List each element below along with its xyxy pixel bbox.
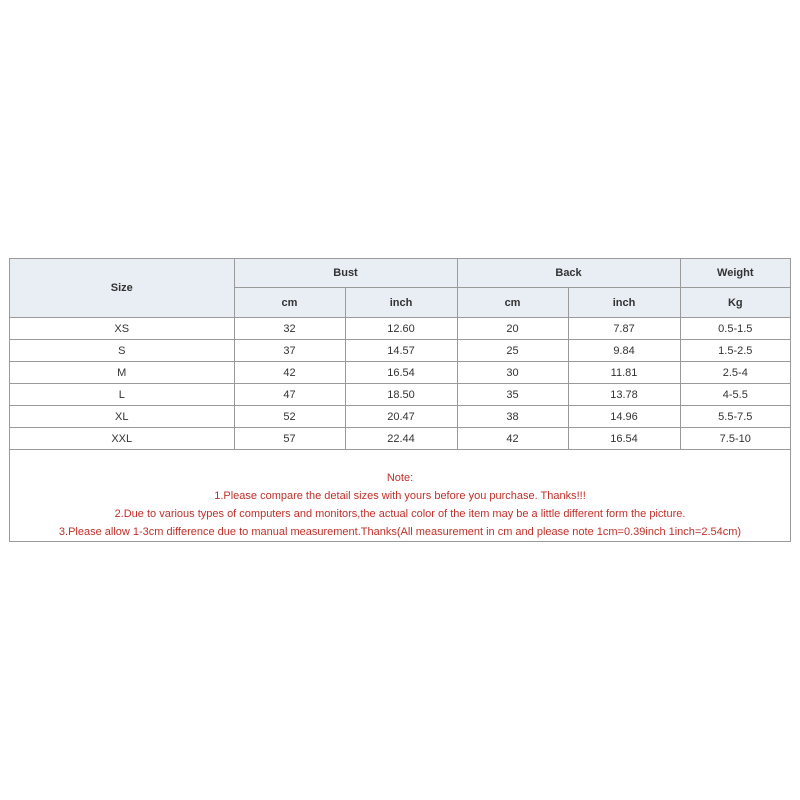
cell-weight: 0.5-1.5 xyxy=(680,318,790,340)
cell-weight: 4-5.5 xyxy=(680,384,790,406)
table-row xyxy=(10,318,790,340)
cell-bust-cm: 57 xyxy=(234,428,345,450)
notes-section xyxy=(10,469,790,541)
cell-weight: 7.5-10 xyxy=(680,428,790,450)
cell-back-cm: 38 xyxy=(457,406,568,428)
cell-size: S xyxy=(10,340,234,362)
header-bust: Bust xyxy=(234,259,457,288)
header-bust-cm: cm xyxy=(234,288,345,318)
header-back: Back xyxy=(457,259,680,288)
cell-size: L xyxy=(10,384,234,406)
size-chart xyxy=(9,258,791,542)
cell-bust-inch: 18.50 xyxy=(345,384,457,406)
cell-back-cm: 30 xyxy=(457,362,568,384)
cell-back-inch: 13.78 xyxy=(568,384,680,406)
table-row xyxy=(10,428,790,450)
cell-back-inch: 16.54 xyxy=(568,428,680,450)
cell-weight: 5.5-7.5 xyxy=(680,406,790,428)
cell-bust-cm: 37 xyxy=(234,340,345,362)
header-back-cm: cm xyxy=(457,288,568,318)
cell-back-cm: 42 xyxy=(457,428,568,450)
header-bust-inch: inch xyxy=(345,288,457,318)
cell-bust-inch: 20.47 xyxy=(345,406,457,428)
cell-weight: 2.5-4 xyxy=(680,362,790,384)
table-row xyxy=(10,406,790,428)
cell-back-inch: 11.81 xyxy=(568,362,680,384)
cell-bust-inch: 12.60 xyxy=(345,318,457,340)
table-header-group-row xyxy=(10,259,790,288)
cell-back-cm: 20 xyxy=(457,318,568,340)
cell-size: XXL xyxy=(10,428,234,450)
note-line: 1.Please compare the detail sizes with yours before you purchase. Thanks!!! xyxy=(214,490,586,502)
table-row xyxy=(10,384,790,406)
table-row xyxy=(10,340,790,362)
cell-weight: 1.5-2.5 xyxy=(680,340,790,362)
cell-back-inch: 9.84 xyxy=(568,340,680,362)
cell-bust-cm: 32 xyxy=(234,318,345,340)
header-back-inch: inch xyxy=(568,288,680,318)
cell-bust-cm: 52 xyxy=(234,406,345,428)
header-weight: Weight xyxy=(680,259,790,288)
cell-bust-inch: 16.54 xyxy=(345,362,457,384)
cell-bust-inch: 22.44 xyxy=(345,428,457,450)
cell-bust-inch: 14.57 xyxy=(345,340,457,362)
cell-size: M xyxy=(10,362,234,384)
cell-bust-cm: 47 xyxy=(234,384,345,406)
size-table xyxy=(10,259,790,450)
table-row xyxy=(10,362,790,384)
note-title: Note: xyxy=(386,472,414,484)
cell-size: XL xyxy=(10,406,234,428)
cell-size: XS xyxy=(10,318,234,340)
cell-back-cm: 25 xyxy=(457,340,568,362)
cell-bust-cm: 42 xyxy=(234,362,345,384)
cell-back-inch: 7.87 xyxy=(568,318,680,340)
header-size: Size xyxy=(10,259,234,318)
header-weight-kg: Kg xyxy=(680,288,790,318)
note-line: 2.Due to various types of computers and monitors,the actual color of the item may be a little different form the picture. xyxy=(114,508,686,520)
note-line: 3.Please allow 1-3cm difference due to manual measurement.Thanks(All measurement in cm and please note 1cm=0.39inch 1inch=2.54cm) xyxy=(58,526,742,538)
cell-back-cm: 35 xyxy=(457,384,568,406)
cell-back-inch: 14.96 xyxy=(568,406,680,428)
